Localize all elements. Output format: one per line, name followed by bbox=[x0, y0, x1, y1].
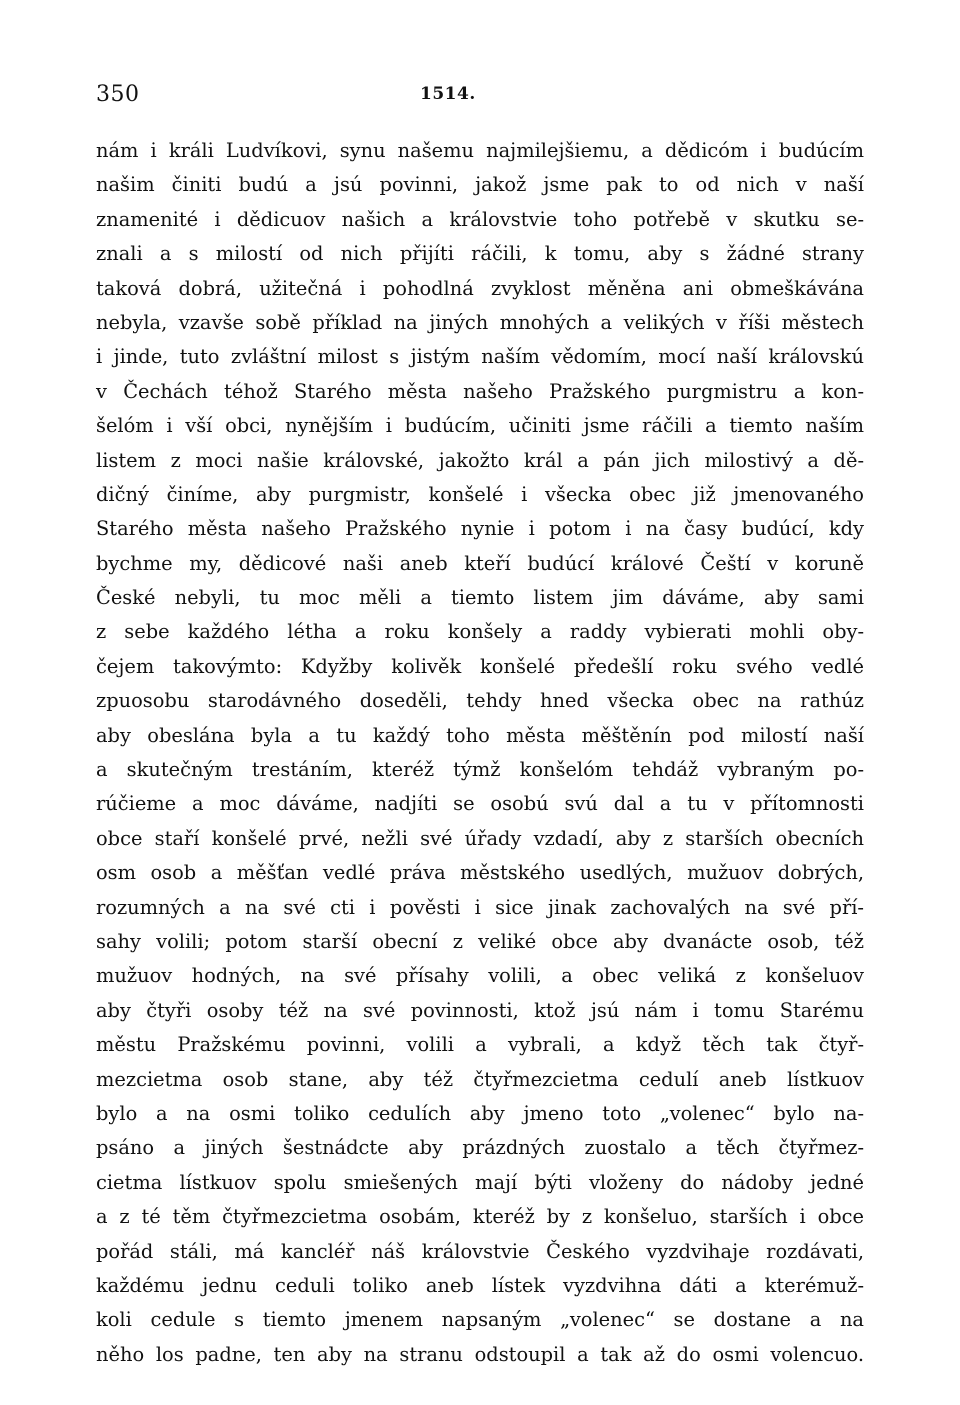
text-line: dičný činíme, aby purgmistr, konšelé i všecka obec již jmenovaného bbox=[96, 482, 864, 506]
text-line: taková dobrá, užitečná i pohodlná zvyklost měněna ani obmeškávána bbox=[96, 276, 864, 300]
text-line: pořád stáli, má kancléř náš královstvie Českého vyzdvihaje rozdávati, bbox=[96, 1239, 864, 1263]
running-head-year: 1514. bbox=[420, 84, 476, 104]
text-line: bylo a na osmi toliko cedulích aby jmeno toto „volenec“ bylo na- bbox=[96, 1101, 864, 1125]
text-line: v Čechách téhož Starého města našeho Pražského purgmistru a kon- bbox=[96, 379, 864, 403]
text-line: mezcietma osob stane, aby též čtyřmezcietma cedulí aneb lístkuov bbox=[96, 1067, 864, 1091]
text-line: nebyla, vzavše sobě příklad na jiných mnohých a velikých v říši městech bbox=[96, 310, 864, 334]
text-line: a z té těm čtyřmezcietma osobám, kteréž by z konšeluo, starších i obce bbox=[96, 1205, 864, 1229]
text-line: rozumných a na své cti i pověsti i sice jinak zachovalých na své pří- bbox=[96, 895, 864, 919]
text-line: koli cedule s tiemto jmenem napsaným „volenec“ se dostane a na bbox=[96, 1308, 864, 1332]
text-line: městu Pražskému povinni, volili a vybrali, a když těch tak čtyř- bbox=[96, 1033, 864, 1057]
text-line: šelóm i vší obci, nynějším i budúcím, učiniti jsme ráčili a tiemto naším bbox=[96, 414, 864, 438]
text-line: bychme my, dědicové naši aneb kteří budúcí králové Čeští v koruně bbox=[96, 551, 864, 575]
text-line: cietma lístkuov spolu smiešených mají býti vloženy do nádoby jedné bbox=[96, 1170, 864, 1194]
text-line: znamenité i dědicuov našich a královstvie toho potřebě v skutku se- bbox=[96, 207, 864, 231]
text-line: nám i králi Ludvíkovi, synu našemu najmilejšiemu, a dědicóm i budúcím bbox=[96, 139, 864, 162]
text-line: sahy volili; potom starší obecní z veliké obce aby dvanácte osob, též bbox=[96, 929, 864, 953]
body-text bbox=[96, 134, 864, 1372]
text-line: Starého města našeho Pražského nynie i potom i na časy budúcí, kdy bbox=[96, 517, 864, 541]
text-line: něho los padne, ten aby na stranu odstoupil a tak až do osmi volencuo. bbox=[96, 1342, 864, 1366]
text-line: České nebyli, tu moc měli a tiemto listem jim dáváme, aby sami bbox=[96, 586, 864, 610]
page-number: 350 bbox=[96, 82, 140, 107]
text-line: listem z moci našie královské, jakožto král a pán jich milostivý a dě- bbox=[96, 448, 864, 472]
text-line: našim činiti budú a jsú povinni, jakož jsme pak to od nich v naší bbox=[96, 173, 864, 197]
text-line: aby čtyři osoby též na své povinnosti, ktož jsú nám i tomu Starému bbox=[96, 998, 864, 1022]
text-line: z sebe každého létha a roku konšely a raddy vybierati mohli oby- bbox=[96, 620, 864, 644]
text-line: psáno a jiných šestnádcte aby prázdných zuostalo a těch čtyřmez- bbox=[96, 1136, 864, 1160]
text-line: osm osob a měšťan vedlé práva městského usedlých, mužuov dobrých, bbox=[96, 861, 864, 885]
text-line: rúčieme a moc dáváme, nadjíti se osobú svú dal a tu v přítomnosti bbox=[96, 792, 864, 816]
text-line: mužuov hodných, na své přísahy volili, a obec veliká z konšeluov bbox=[96, 964, 864, 988]
page-header bbox=[96, 82, 864, 112]
text-line: i jinde, tuto zvláštní milost s jistým naším vědomím, mocí naší královskú bbox=[96, 345, 864, 369]
text-line: zpuosobu starodávného doseděli, tehdy hned všecka obec na rathúz bbox=[96, 689, 864, 713]
text-line: každému jednu ceduli toliko aneb lístek vyzdvihna dáti a kterémuž- bbox=[96, 1273, 864, 1297]
text-line: aby obeslána byla a tu každý toho města měštěnín pod milostí naší bbox=[96, 723, 864, 747]
text-line: znali a s milostí od nich přijíti ráčili, k tomu, aby s žádné strany bbox=[96, 242, 864, 266]
text-line: a skutečným trestáním, kteréž týmž konšelóm tehdáž vybraným po- bbox=[96, 758, 864, 782]
text-line: obce staří konšelé prvé, nežli své úřady vzdadí, aby z starších obecních bbox=[96, 826, 864, 850]
text-line: čejem takovýmto: Kdyžby kolivěk konšelé předešlí roku svého vedlé bbox=[96, 654, 864, 678]
